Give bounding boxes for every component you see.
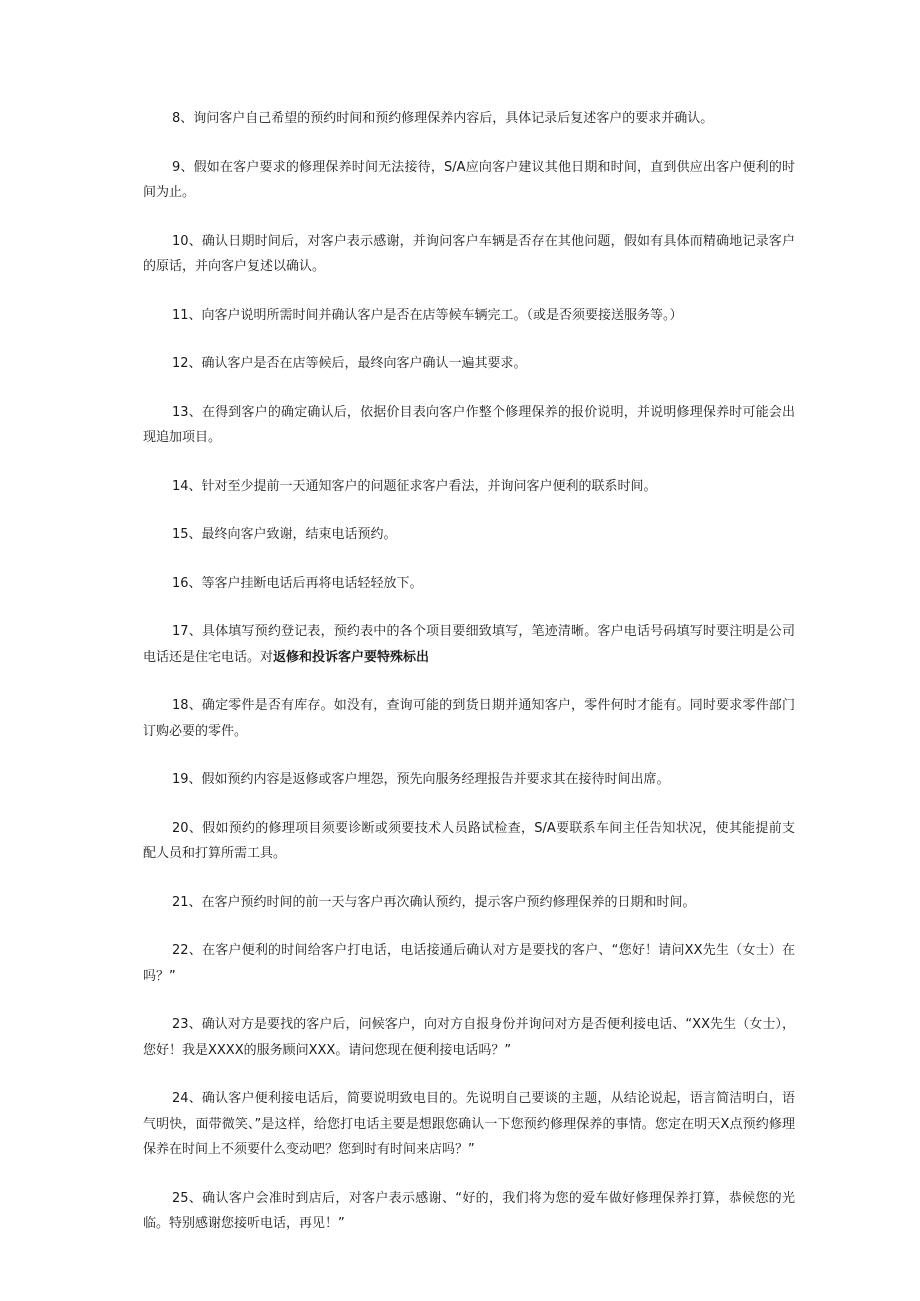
paragraph-text: 24、确认客户便利接电话后，简要说明致电目的。先说明自己要谈的主题，从结论说起，语言简洁明白，语气明快，面带微笑、”是这样，给您打电话主要是想跟您确认一下您预约修理保养的事情。您定在明天X点预约修理保养在时间上不须要什么变动吧？您到时有时间来店吗？” <box>143 1091 795 1157</box>
paragraph-13 <box>143 400 795 451</box>
paragraph-text: 16、等客户挂断电话后再将电话轻轻放下。 <box>172 575 423 591</box>
paragraph-12 <box>143 351 795 377</box>
paragraph-text: 10、确认日期时间后，对客户表示感谢，并询问客户车辆是否存在其他问题，假如有具体而精确地记录客户的原话，并向客户复述以确认。 <box>143 233 795 274</box>
paragraph-text: 8、询问客户自己希望的预约时间和预约修理保养内容后，具体记录后复述客户的要求并确认。 <box>172 111 714 126</box>
paragraph-14 <box>143 474 795 500</box>
paragraph-emphasis: 返修和投诉客户要特殊标出 <box>273 649 430 665</box>
paragraph-10 <box>143 229 795 280</box>
paragraph-text: 19、假如预约内容是返修或客户埋怨，预先向服务经理报告并要求其在接待时间出席。 <box>172 772 670 787</box>
paragraph-15 <box>143 522 795 548</box>
paragraph-text: 17、具体填写预约登记表，预约表中的各个项目要细致填写，笔迹清晰。客户电话号码填写时要注明是公司电话还是住宅电话。对 <box>143 624 795 665</box>
paragraph-text: 25、确认客户会准时到店后，对客户表示感谢、“好的，我们将为您的爱车做好修理保养打算，恭候您的光临。特别感谢您接听电话，再见！” <box>143 1190 795 1231</box>
paragraph-text: 15、最终向客户致谢，结束电话预约。 <box>172 527 397 542</box>
paragraph-text: 20、假如预约的修理项目须要诊断或须要技术人员路试检查，S/A要联系车间主任告知状况，使其能提前支配人员和打算所需工具。 <box>143 820 795 861</box>
paragraph-11 <box>143 303 795 329</box>
paragraph-text: 11、向客户说明所需时间并确认客户是否在店等候车辆完工。（或是否须要接送服务等。） <box>172 307 683 323</box>
paragraph-19 <box>143 767 795 793</box>
paragraph-text: 14、针对至少提前一天通知客户的问题征求客户看法，并询问客户便利的联系时间。 <box>172 478 657 494</box>
paragraph-22 <box>143 938 795 989</box>
paragraph-text: 21、在客户预约时间的前一天与客户再次确认预约，提示客户预约修理保养的日期和时间。 <box>172 894 696 910</box>
paragraph-23 <box>143 1012 795 1063</box>
paragraph-text: 13、在得到客户的确定确认后，依据价目表向客户作整个修理保养的报价说明，并说明修理保养时可能会出现追加项目。 <box>143 404 795 445</box>
paragraph-24 <box>143 1086 795 1163</box>
paragraph-21 <box>143 890 795 916</box>
paragraph-8 <box>143 106 795 132</box>
paragraph-9 <box>143 155 795 206</box>
paragraph-text: 22、在客户便利的时间给客户打电话，电话接通后确认对方是要找的客户、“您好！请问XX先生（女士）在吗？” <box>143 943 795 984</box>
paragraph-25 <box>143 1186 795 1237</box>
paragraph-17 <box>143 619 795 670</box>
document-body <box>143 106 795 1260</box>
paragraph-20 <box>143 816 795 867</box>
paragraph-text: 18、确定零件是否有库存。如没有，查询可能的到货日期并通知客户，零件何时才能有。同时要求零件部门订购必要的零件。 <box>143 698 795 739</box>
paragraph-text: 9、假如在客户要求的修理保养时间无法接待，S/A应向客户建议其他日期和时间，直到供应出客户便利的时间为止。 <box>143 159 795 200</box>
paragraph-text: 23、确认对方是要找的客户后，问候客户，向对方自报身份并询问对方是否便利接电话、“XX先生（女士），您好！我是XXXX的服务顾问XXX。请问您现在便利接电话吗？” <box>143 1017 795 1058</box>
paragraph-text: 12、确认客户是否在店等候后，最终向客户确认一遍其要求。 <box>172 356 527 371</box>
paragraph-16 <box>143 571 795 597</box>
paragraph-18 <box>143 693 795 744</box>
